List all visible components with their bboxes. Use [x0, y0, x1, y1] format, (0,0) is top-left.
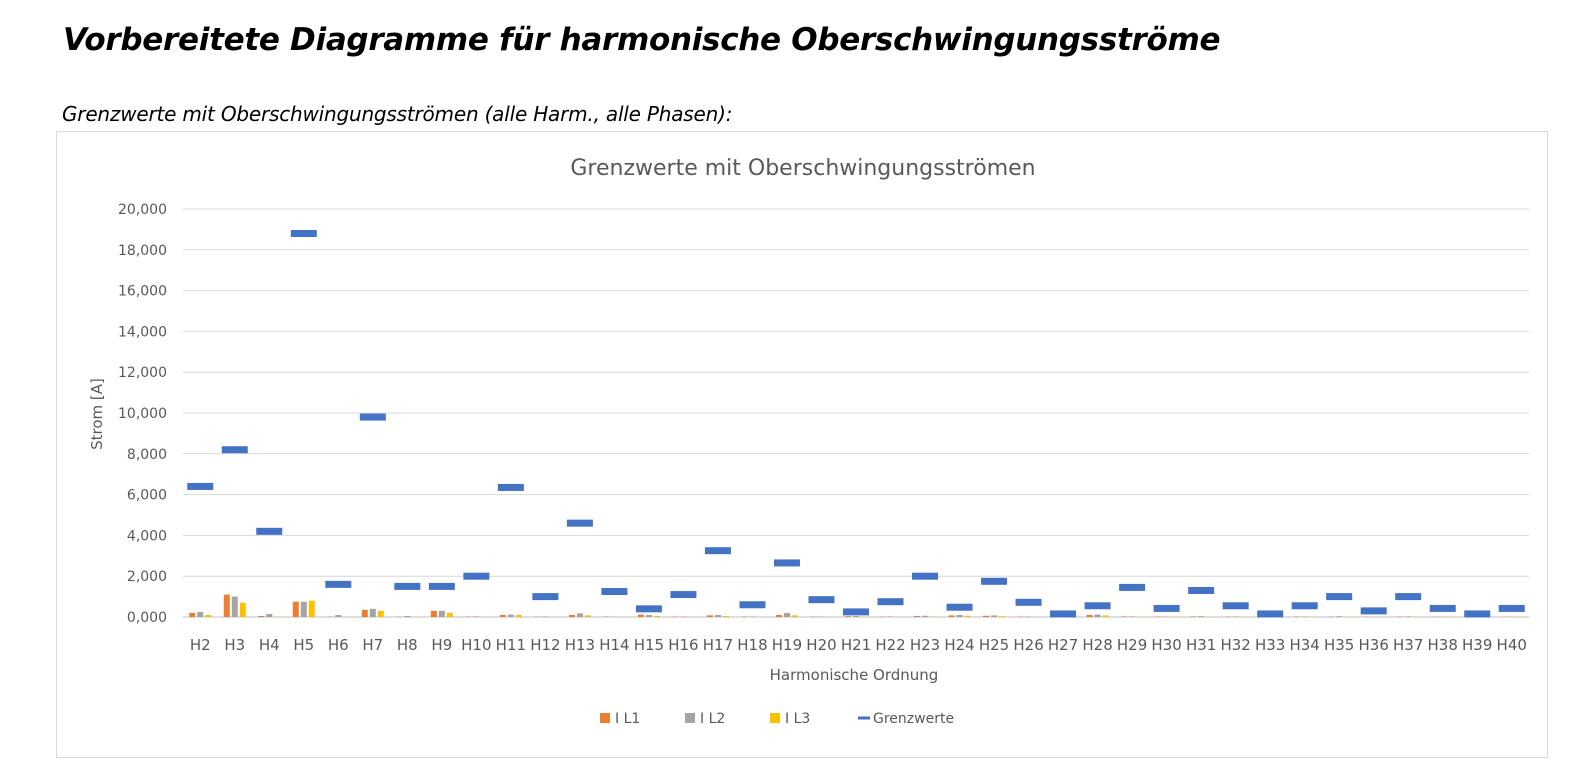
bar-i-l3-h17 [723, 616, 729, 617]
limit-marker-h9 [429, 583, 455, 590]
bar-i-l1-h21 [845, 616, 851, 617]
bar-i-l3-h5 [309, 601, 315, 617]
limit-marker-h17 [705, 547, 731, 554]
limit-marker-h25 [981, 578, 1007, 585]
y-tick-label: 14,000 [118, 324, 167, 341]
y-tick-label: 4,000 [126, 528, 167, 545]
gridlines [183, 209, 1529, 617]
legend [600, 711, 954, 727]
limit-marker-h19 [774, 559, 800, 566]
bar-i-l2-h25 [991, 615, 997, 617]
section-caption: Grenzwerte mit Oberschwingungsströmen (alle Harm., alle Phasen): [62, 102, 733, 126]
bar-i-l1-h3 [224, 595, 230, 617]
legend-label: Grenzwerte [873, 711, 955, 727]
x-axis-title: Harmonische Ordnung [769, 666, 939, 684]
limit-marker-h31 [1188, 587, 1214, 594]
limit-marker-h8 [394, 583, 420, 590]
x-tick-label: H14 [599, 636, 630, 654]
bar-i-l1-h2 [189, 613, 195, 617]
limit-marker-h34 [1292, 602, 1318, 609]
bar-i-l3-h25 [999, 616, 1005, 617]
limit-marker-h36 [1361, 607, 1387, 614]
bar-i-l3-h7 [378, 611, 384, 617]
bar-i-l2-h31 [1198, 616, 1204, 617]
x-tick-label: H24 [944, 636, 975, 654]
bar-i-l3-h24 [965, 616, 971, 617]
bar-i-l1-h13 [569, 615, 575, 617]
y-tick-label: 10,000 [118, 406, 167, 422]
y-tick-label: 18,000 [118, 242, 167, 259]
bar-i-l1-h23 [914, 616, 920, 617]
bar-i-l1-h11 [500, 615, 506, 617]
legend-label: I L3 [785, 711, 811, 727]
limit-marker-h40 [1499, 605, 1525, 612]
bar-i-l2-h21 [853, 616, 859, 617]
x-tick-label: H33 [1254, 636, 1286, 654]
page-title: Vorbereitete Diagramme für harmonische Oberschwingungsströme [63, 22, 1221, 58]
bar-i-l1-h28 [1087, 615, 1093, 617]
bar-i-l2-h37 [1405, 616, 1411, 617]
bar-i-l2-h6 [335, 615, 341, 617]
y-axis-title: Strom [A] [88, 378, 106, 450]
bar-i-l3-h9 [447, 613, 453, 617]
bar-i-l2-h15 [646, 615, 652, 617]
limit-marker-h27 [1050, 610, 1076, 617]
legend-label: I L1 [615, 711, 641, 727]
limit-marker-h22 [878, 598, 904, 605]
x-tick-label: H37 [1393, 636, 1424, 654]
y-tick-label: 2,000 [126, 569, 167, 586]
bar-i-l2-h22 [888, 616, 894, 617]
legend-swatch-i-l2 [685, 713, 695, 723]
bar-i-l2-h4 [266, 614, 272, 617]
limit-marker-h5 [291, 230, 317, 237]
chart-title: Grenzwerte mit Oberschwingungsströmen [570, 156, 1036, 181]
x-tick-label: H5 [293, 636, 315, 654]
limit-marker-h15 [636, 605, 662, 612]
limit-marker-h24 [947, 604, 973, 611]
limit-marker-h2 [187, 483, 213, 490]
x-tick-label: H11 [495, 636, 527, 654]
limit-markers [187, 230, 1524, 617]
limit-marker-h21 [843, 608, 869, 615]
x-tick-label: H12 [530, 636, 561, 654]
x-tick-label: H19 [771, 636, 803, 654]
bar-i-l3-h19 [792, 615, 798, 617]
limit-marker-h38 [1430, 605, 1456, 612]
limit-marker-h12 [532, 593, 558, 600]
y-tick-label: 8,000 [126, 446, 167, 463]
x-tick-label: H38 [1427, 636, 1458, 654]
limit-marker-h3 [222, 446, 248, 453]
bar-i-l1-h24 [949, 615, 955, 617]
limit-marker-h10 [463, 573, 489, 580]
bar-i-l2-h9 [439, 611, 445, 617]
x-tick-label: H30 [1151, 636, 1182, 654]
limit-marker-h33 [1257, 610, 1283, 617]
legend-swatch-i-l3 [770, 713, 780, 723]
bar-i-l2-h7 [370, 609, 376, 617]
bar-i-l3-h23 [930, 616, 936, 617]
y-tick-label: 0,000 [126, 610, 167, 626]
x-axis [190, 636, 1527, 654]
bar-i-l2-h29 [1129, 616, 1135, 617]
limit-marker-h35 [1326, 593, 1352, 600]
y-tick-label: 16,000 [118, 283, 167, 300]
bar-i-l2-h5 [301, 602, 307, 617]
bar-i-l2-h28 [1095, 615, 1101, 617]
limit-marker-h16 [670, 591, 696, 598]
x-tick-label: H9 [431, 636, 453, 654]
bar-i-l1-h17 [707, 615, 713, 617]
x-tick-label: H36 [1358, 636, 1389, 654]
bar-i-l2-h24 [957, 615, 963, 617]
x-tick-label: H10 [461, 636, 492, 654]
x-tick-label: H26 [1013, 636, 1044, 654]
x-tick-label: H3 [224, 636, 246, 654]
x-tick-label: H23 [909, 636, 941, 654]
x-tick-label: H17 [702, 636, 734, 654]
bar-i-l1-h7 [362, 610, 368, 617]
limit-marker-h39 [1464, 610, 1490, 617]
bar-i-l1-h31 [1190, 616, 1196, 617]
limit-marker-h26 [1016, 599, 1042, 606]
limit-marker-h32 [1223, 602, 1249, 609]
bar-i-l2-h19 [784, 613, 790, 617]
bar-i-l2-h12 [542, 616, 548, 617]
x-tick-label: H22 [875, 636, 906, 654]
x-tick-label: H34 [1289, 636, 1320, 654]
bar-i-l3-h15 [654, 616, 660, 617]
bar-i-l3-h3 [240, 603, 246, 617]
bar-i-l1-h25 [983, 616, 989, 617]
limit-marker-h18 [739, 601, 765, 608]
limit-marker-h29 [1119, 584, 1145, 591]
x-tick-label: H21 [840, 636, 872, 654]
x-tick-label: H8 [396, 636, 418, 654]
bar-i-l2-h17 [715, 615, 721, 617]
y-tick-label: 6,000 [126, 487, 167, 504]
x-tick-label: H13 [564, 636, 596, 654]
y-axis [118, 202, 167, 626]
limit-marker-h6 [325, 581, 351, 588]
x-tick-label: H25 [978, 636, 1010, 654]
limit-marker-h23 [912, 573, 938, 580]
limit-marker-h14 [601, 588, 627, 595]
x-tick-label: H31 [1185, 636, 1217, 654]
bar-i-l1-h29 [1121, 616, 1127, 617]
x-tick-label: H6 [327, 636, 349, 654]
bar-i-l3-h13 [585, 615, 591, 617]
x-tick-label: H7 [362, 636, 384, 654]
bar-i-l1-h15 [638, 615, 644, 617]
legend-label: I L2 [700, 711, 726, 727]
limit-marker-h11 [498, 484, 524, 491]
bar-i-l2-h2 [197, 612, 203, 617]
legend-swatch-grenzwerte [858, 717, 870, 720]
bar-i-l2-h10 [473, 616, 479, 617]
bar-i-l2-h23 [922, 616, 928, 617]
y-tick-label: 12,000 [118, 365, 167, 382]
bar-i-l2-h8 [404, 616, 410, 617]
x-tick-label: H32 [1220, 636, 1251, 654]
bar-i-l2-h11 [508, 615, 514, 617]
limit-marker-h13 [567, 520, 593, 527]
x-tick-label: H28 [1082, 636, 1113, 654]
chart-frame[interactable] [56, 131, 1548, 758]
x-tick-label: H2 [189, 636, 211, 654]
limit-marker-h7 [360, 414, 386, 421]
limit-marker-h30 [1154, 605, 1180, 612]
x-tick-label: H18 [737, 636, 768, 654]
x-tick-label: H29 [1116, 636, 1148, 654]
legend-swatch-i-l1 [600, 713, 610, 723]
x-tick-label: H4 [258, 636, 280, 654]
bar-i-l2-h3 [232, 597, 238, 617]
bar-i-l1-h4 [258, 616, 264, 617]
x-tick-label: H35 [1323, 636, 1355, 654]
x-tick-label: H15 [633, 636, 665, 654]
bar-i-l1-h5 [293, 602, 299, 617]
x-tick-label: H39 [1462, 636, 1493, 654]
bar-i-l1-h19 [776, 615, 782, 617]
bar-i-l3-h11 [516, 615, 522, 617]
x-tick-label: H27 [1047, 636, 1079, 654]
bar-i-l2-h35 [1336, 616, 1342, 617]
bar-i-l3-h28 [1103, 615, 1109, 617]
x-tick-label: H20 [806, 636, 837, 654]
y-tick-label: 20,000 [118, 202, 167, 218]
limit-marker-h4 [256, 528, 282, 535]
bar-i-l3-h2 [205, 615, 211, 617]
limit-marker-h28 [1085, 602, 1111, 609]
x-tick-label: H40 [1496, 636, 1527, 654]
bar-i-l1-h9 [431, 611, 437, 617]
bar-i-l2-h13 [577, 613, 583, 617]
limit-marker-h37 [1395, 593, 1421, 600]
limit-marker-h20 [808, 596, 834, 603]
chart [57, 132, 1547, 757]
x-tick-label: H16 [668, 636, 699, 654]
